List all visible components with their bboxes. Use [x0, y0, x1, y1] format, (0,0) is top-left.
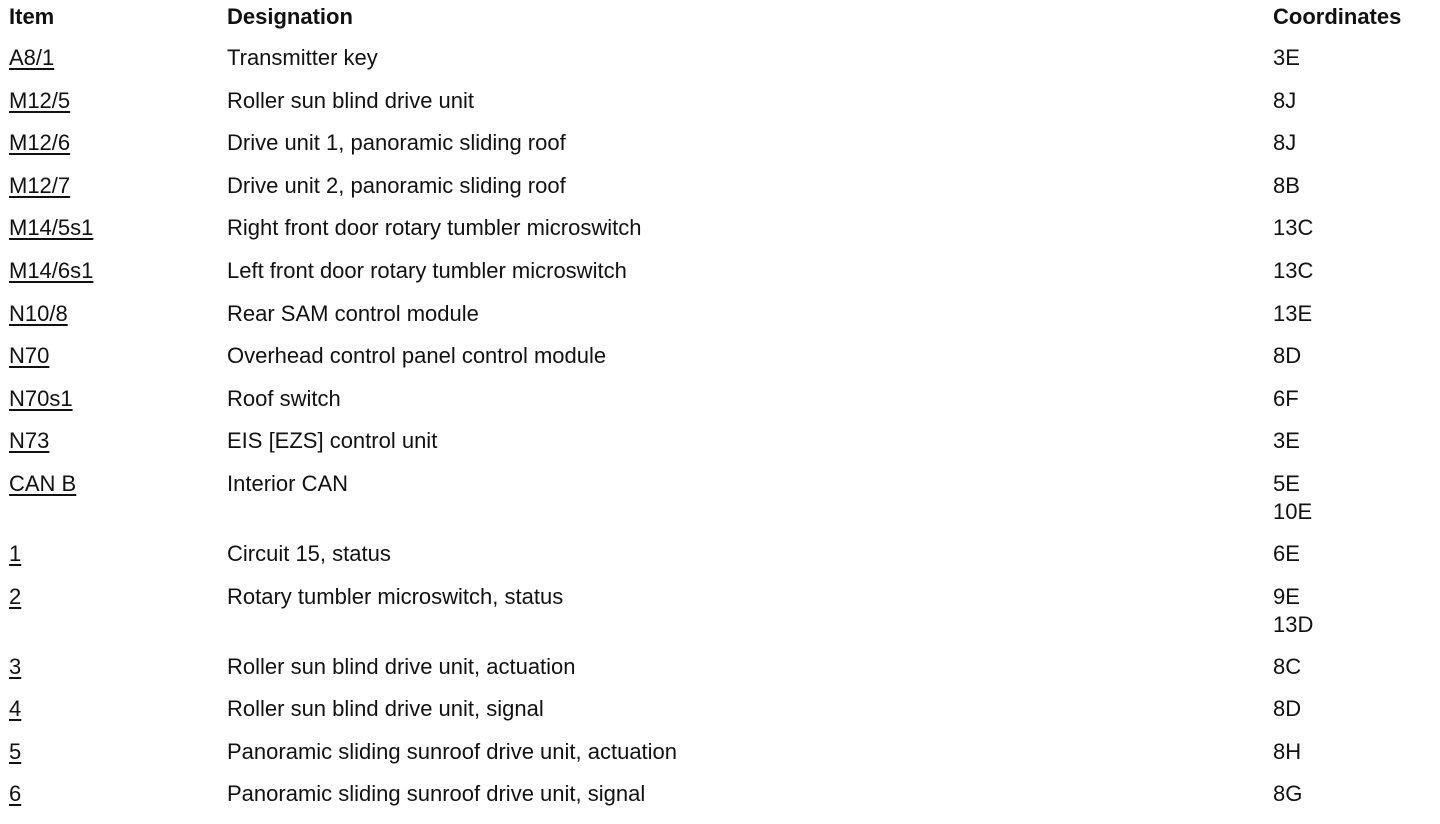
coordinates-cell: [1273, 300, 1312, 328]
coordinate-value: 6F: [1273, 385, 1299, 411]
item-cell: [9, 129, 70, 157]
coordinate-value: 8J: [1273, 87, 1297, 113]
coordinates-cell: [1273, 342, 1301, 370]
coordinate-value: 13E: [1273, 300, 1313, 326]
table-header-row: [0, 0, 1440, 40]
coordinate-value: 13C: [1273, 215, 1314, 241]
designation-cell: Roller sun blind drive unit: [227, 87, 475, 113]
coordinates-cell: [1273, 653, 1301, 681]
item-cell: [9, 172, 70, 200]
table-row: [0, 83, 1440, 126]
header-designation: Designation: [227, 4, 353, 29]
designation-cell: Rear SAM control module: [227, 300, 479, 326]
item-link[interactable]: CAN B: [9, 470, 77, 496]
item-link[interactable]: N70s1: [9, 385, 73, 411]
table-row: [0, 423, 1440, 466]
coordinates-cell: [1273, 385, 1299, 413]
coordinate-value: 6E: [1273, 540, 1300, 566]
item-cell: [9, 214, 93, 242]
table-row: [0, 734, 1440, 777]
item-cell: [9, 300, 68, 328]
coordinates-cell: [1273, 129, 1296, 157]
table-body: [0, 40, 1440, 819]
designation-cell: Roof switch: [227, 385, 341, 411]
coordinates-cell: [1273, 257, 1313, 285]
designation-cell: Panoramic sliding sunroof drive unit, actuation: [227, 738, 678, 764]
coordinates-cell: [1273, 738, 1301, 766]
table-row: [0, 579, 1440, 649]
item-link[interactable]: 5: [9, 738, 22, 764]
table-row: [0, 210, 1440, 253]
item-cell: [9, 780, 21, 808]
coordinate-value: 13D: [1273, 611, 1314, 637]
coordinate-value: 8H: [1273, 738, 1302, 764]
coordinate-value: 8D: [1273, 343, 1302, 369]
coordinates-cell: [1273, 583, 1313, 639]
designation-cell: Circuit 15, status: [227, 540, 391, 566]
coordinates-cell: [1273, 780, 1302, 808]
table-row: [0, 381, 1440, 424]
item-link[interactable]: M14/6s1: [9, 257, 94, 283]
designation-cell: Panoramic sliding sunroof drive unit, signal: [227, 781, 646, 807]
coordinate-value: 8J: [1273, 130, 1297, 156]
designation-cell: Left front door rotary tumbler microswitch: [227, 257, 627, 283]
coordinate-value: 10E: [1273, 498, 1313, 524]
coordinate-value: 8D: [1273, 696, 1302, 722]
item-cell: [9, 257, 93, 285]
table-row: [0, 649, 1440, 692]
item-link[interactable]: 6: [9, 781, 22, 807]
item-cell: [9, 342, 49, 370]
item-link[interactable]: M12/5: [9, 87, 71, 113]
table-row: [0, 536, 1440, 579]
item-cell: [9, 583, 21, 611]
table-row: [0, 253, 1440, 296]
item-link[interactable]: 3: [9, 653, 22, 679]
coordinate-value: 3E: [1273, 428, 1300, 454]
coordinates-cell: [1273, 44, 1300, 72]
item-link[interactable]: M14/5s1: [9, 215, 94, 241]
designation-cell: Drive unit 1, panoramic sliding roof: [227, 130, 566, 156]
table-row: [0, 40, 1440, 83]
header-item: Item: [9, 4, 55, 29]
coordinates-cell: [1273, 172, 1300, 200]
coordinate-value: 5E: [1273, 470, 1300, 496]
coordinates-cell: [1273, 427, 1300, 455]
designation-cell: Drive unit 2, panoramic sliding roof: [227, 172, 566, 198]
item-link[interactable]: N10/8: [9, 300, 68, 326]
item-cell: [9, 87, 70, 115]
designation-cell: Roller sun blind drive unit, actuation: [227, 653, 576, 679]
designation-cell: Rotary tumbler microswitch, status: [227, 583, 564, 609]
item-link[interactable]: M12/7: [9, 172, 71, 198]
table-row: [0, 168, 1440, 211]
designation-cell: Interior CAN: [227, 470, 349, 496]
table-row: [0, 776, 1440, 819]
designation-cell: Overhead control panel control module: [227, 343, 607, 369]
coordinates-cell: [1273, 470, 1312, 526]
item-link[interactable]: M12/6: [9, 130, 71, 156]
item-link[interactable]: 4: [9, 696, 22, 722]
item-cell: [9, 470, 76, 498]
table-row: [0, 466, 1440, 536]
item-cell: [9, 427, 49, 455]
item-link[interactable]: N70: [9, 343, 50, 369]
coordinates-cell: [1273, 540, 1300, 568]
item-link[interactable]: 2: [9, 583, 22, 609]
item-cell: [9, 44, 54, 72]
designation-cell: Roller sun blind drive unit, signal: [227, 696, 544, 722]
coordinate-value: 8B: [1273, 172, 1300, 198]
coordinate-value: 13C: [1273, 257, 1314, 283]
item-link[interactable]: N73: [9, 428, 50, 454]
item-cell: [9, 540, 21, 568]
coordinate-value: 9E: [1273, 583, 1300, 609]
designation-cell: Right front door rotary tumbler microswitch: [227, 215, 642, 241]
table-row: [0, 338, 1440, 381]
designation-cell: EIS [EZS] control unit: [227, 428, 438, 454]
coordinate-value: 3E: [1273, 45, 1300, 70]
coordinate-value: 8G: [1273, 781, 1303, 807]
item-cell: [9, 695, 21, 723]
coordinates-cell: [1273, 87, 1296, 115]
coordinates-cell: [1273, 695, 1301, 723]
coordinates-cell: [1273, 214, 1313, 242]
table-row: [0, 296, 1440, 339]
header-coordinates: Coordinates: [1273, 4, 1402, 29]
item-cell: [9, 738, 21, 766]
table-row: [0, 691, 1440, 734]
item-link[interactable]: 1: [9, 540, 22, 566]
item-cell: [9, 653, 21, 681]
item-cell: [9, 385, 73, 413]
designation-cell: Transmitter key: [227, 45, 378, 70]
table-row: [0, 125, 1440, 168]
coordinate-value: 8C: [1273, 653, 1302, 679]
item-link[interactable]: A8/1: [9, 45, 55, 70]
